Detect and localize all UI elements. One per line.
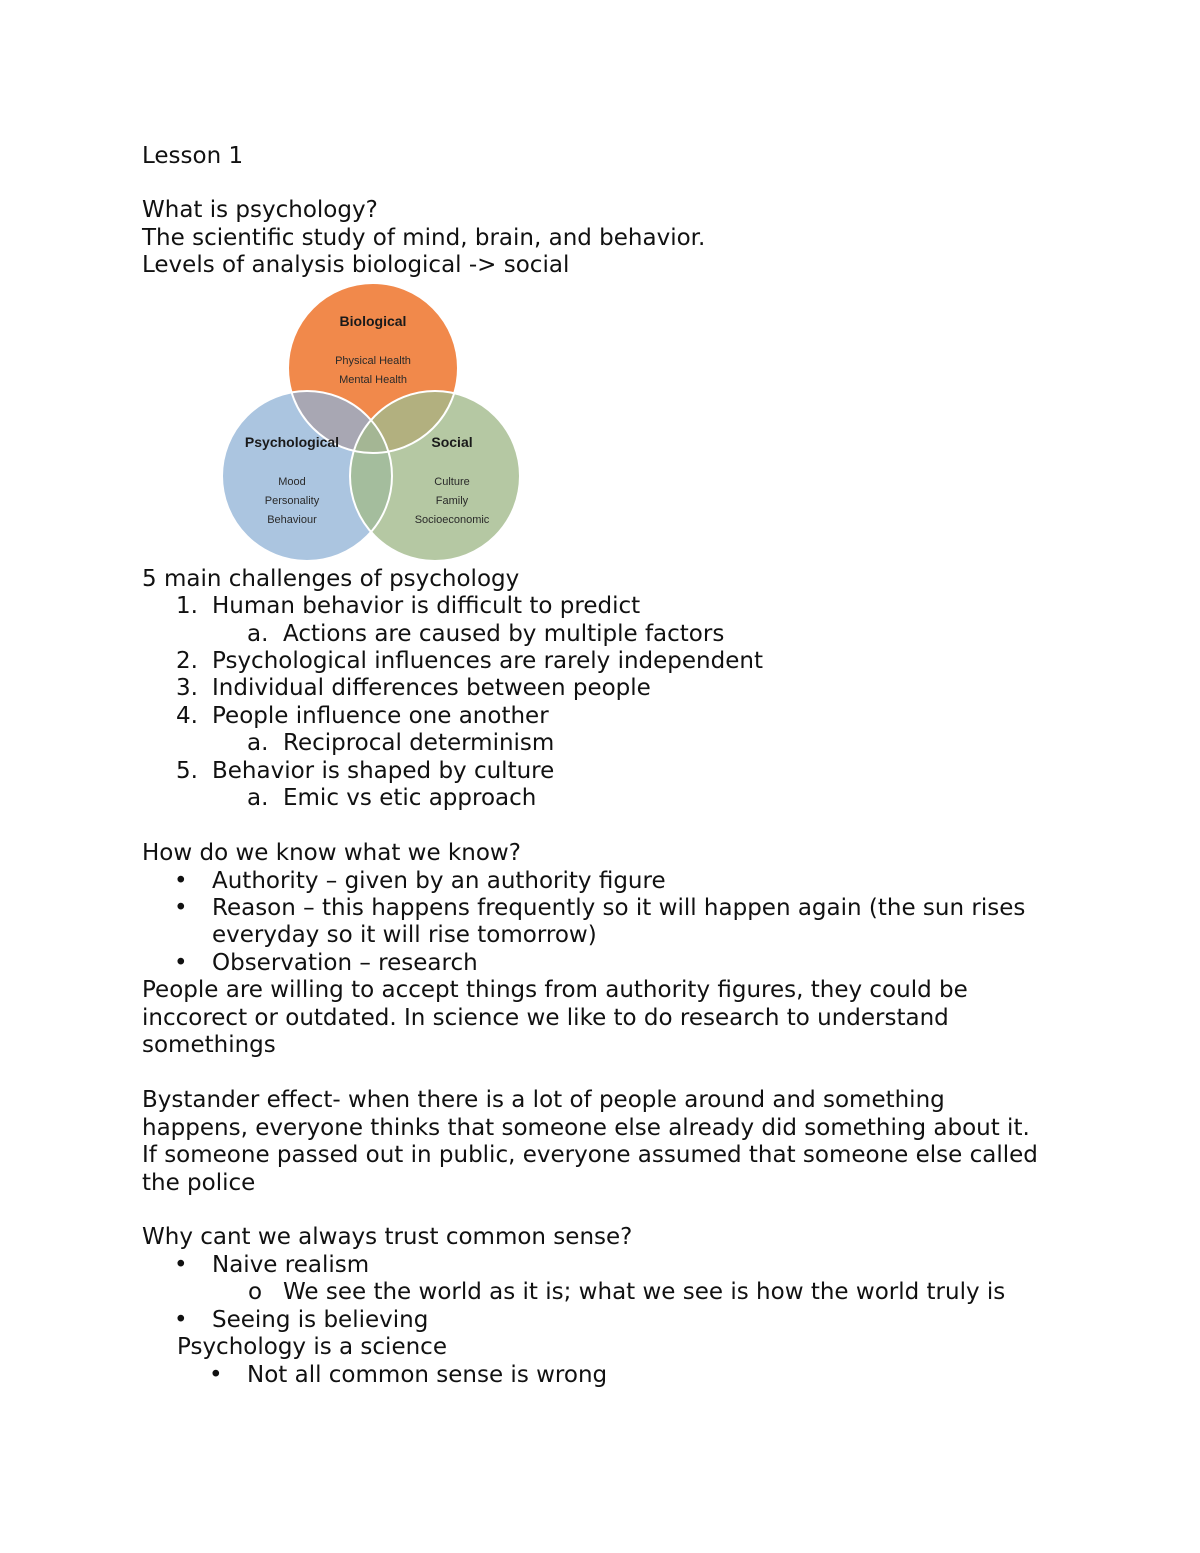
- venn-item-psychological-2: Personality: [264, 495, 320, 507]
- paragraph-line: Bystander effect- when there is a lot of people around and something: [142, 1087, 945, 1113]
- list-item: Reciprocal determinism: [283, 730, 555, 756]
- paragraph-line: If someone passed out in public, everyone assumed that someone else called: [142, 1142, 1038, 1168]
- list-number: 3.: [176, 675, 198, 701]
- venn-item-social-3: Socioeconomic: [414, 514, 490, 526]
- list-item: Observation – research: [212, 950, 478, 976]
- list-item: Psychological influences are rarely independent: [212, 648, 763, 674]
- bullet-icon: •: [174, 1252, 188, 1278]
- venn-item-social-1: Culture: [434, 476, 470, 488]
- intro-question: What is psychology?: [142, 197, 378, 223]
- venn-diagram: [220, 280, 525, 565]
- venn-item-biological-2: Mental Health: [339, 374, 407, 386]
- list-item: Human behavior is difficult to predict: [212, 593, 641, 619]
- list-item: We see the world as it is; what we see is how the world truly is: [283, 1279, 1006, 1305]
- venn-label-psychological: Psychological: [244, 434, 340, 450]
- list-item: Emic vs etic approach: [283, 785, 537, 811]
- venn-label-biological: Biological: [339, 313, 407, 329]
- list-item: Not all common sense is wrong: [247, 1362, 608, 1388]
- list-item-continuation: everyday so it will rise tomorrow): [212, 922, 597, 948]
- list-item: Behavior is shaped by culture: [212, 758, 555, 784]
- list-number: 4.: [176, 703, 198, 729]
- bullet-icon: •: [209, 1362, 223, 1388]
- list-item: People influence one another: [212, 703, 549, 729]
- intro-definition: The scientific study of mind, brain, and behavior.: [142, 225, 706, 251]
- list-letter: a.: [247, 621, 269, 647]
- paragraph-line: People are willing to accept things from authority figures, they could be: [142, 977, 968, 1003]
- paragraph-line: the police: [142, 1170, 256, 1196]
- list-letter: a.: [247, 730, 269, 756]
- list-number: 1.: [176, 593, 198, 619]
- venn-item-biological-1: Physical Health: [335, 355, 411, 367]
- list-number: 5.: [176, 758, 198, 784]
- bullet-icon: •: [174, 1307, 188, 1333]
- subheading-line: Psychology is a science: [177, 1334, 447, 1360]
- venn-label-social: Social: [431, 434, 473, 450]
- venn-item-social-2: Family: [435, 495, 469, 507]
- list-letter: a.: [247, 785, 269, 811]
- paragraph-line: somethings: [142, 1032, 276, 1058]
- list-item: Actions are caused by multiple factors: [283, 621, 725, 647]
- bullet-icon: •: [174, 950, 188, 976]
- list-item: Individual differences between people: [212, 675, 651, 701]
- list-number: 2.: [176, 648, 198, 674]
- circle-bullet-icon: o: [248, 1279, 263, 1305]
- list-item: Naive realism: [212, 1252, 370, 1278]
- paragraph-line: inccorect or outdated. In science we like to do research to understand: [142, 1005, 949, 1031]
- list-item: Authority – given by an authority figure: [212, 868, 666, 894]
- list-item: Reason – this happens frequently so it will happen again (the sun rises: [212, 895, 1026, 921]
- venn-item-psychological-3: Behaviour: [267, 514, 317, 526]
- venn-item-psychological-1: Mood: [278, 476, 306, 488]
- common-sense-heading: Why cant we always trust common sense?: [142, 1224, 633, 1250]
- lesson-title: Lesson 1: [142, 143, 244, 169]
- list-item: Seeing is believing: [212, 1307, 429, 1333]
- bullet-icon: •: [174, 895, 188, 921]
- knowing-heading: How do we know what we know?: [142, 840, 521, 866]
- intro-levels: Levels of analysis biological -> social: [142, 252, 570, 278]
- paragraph-line: happens, everyone thinks that someone else already did something about it.: [142, 1115, 1030, 1141]
- bullet-icon: •: [174, 868, 188, 894]
- challenges-heading: 5 main challenges of psychology: [142, 566, 520, 592]
